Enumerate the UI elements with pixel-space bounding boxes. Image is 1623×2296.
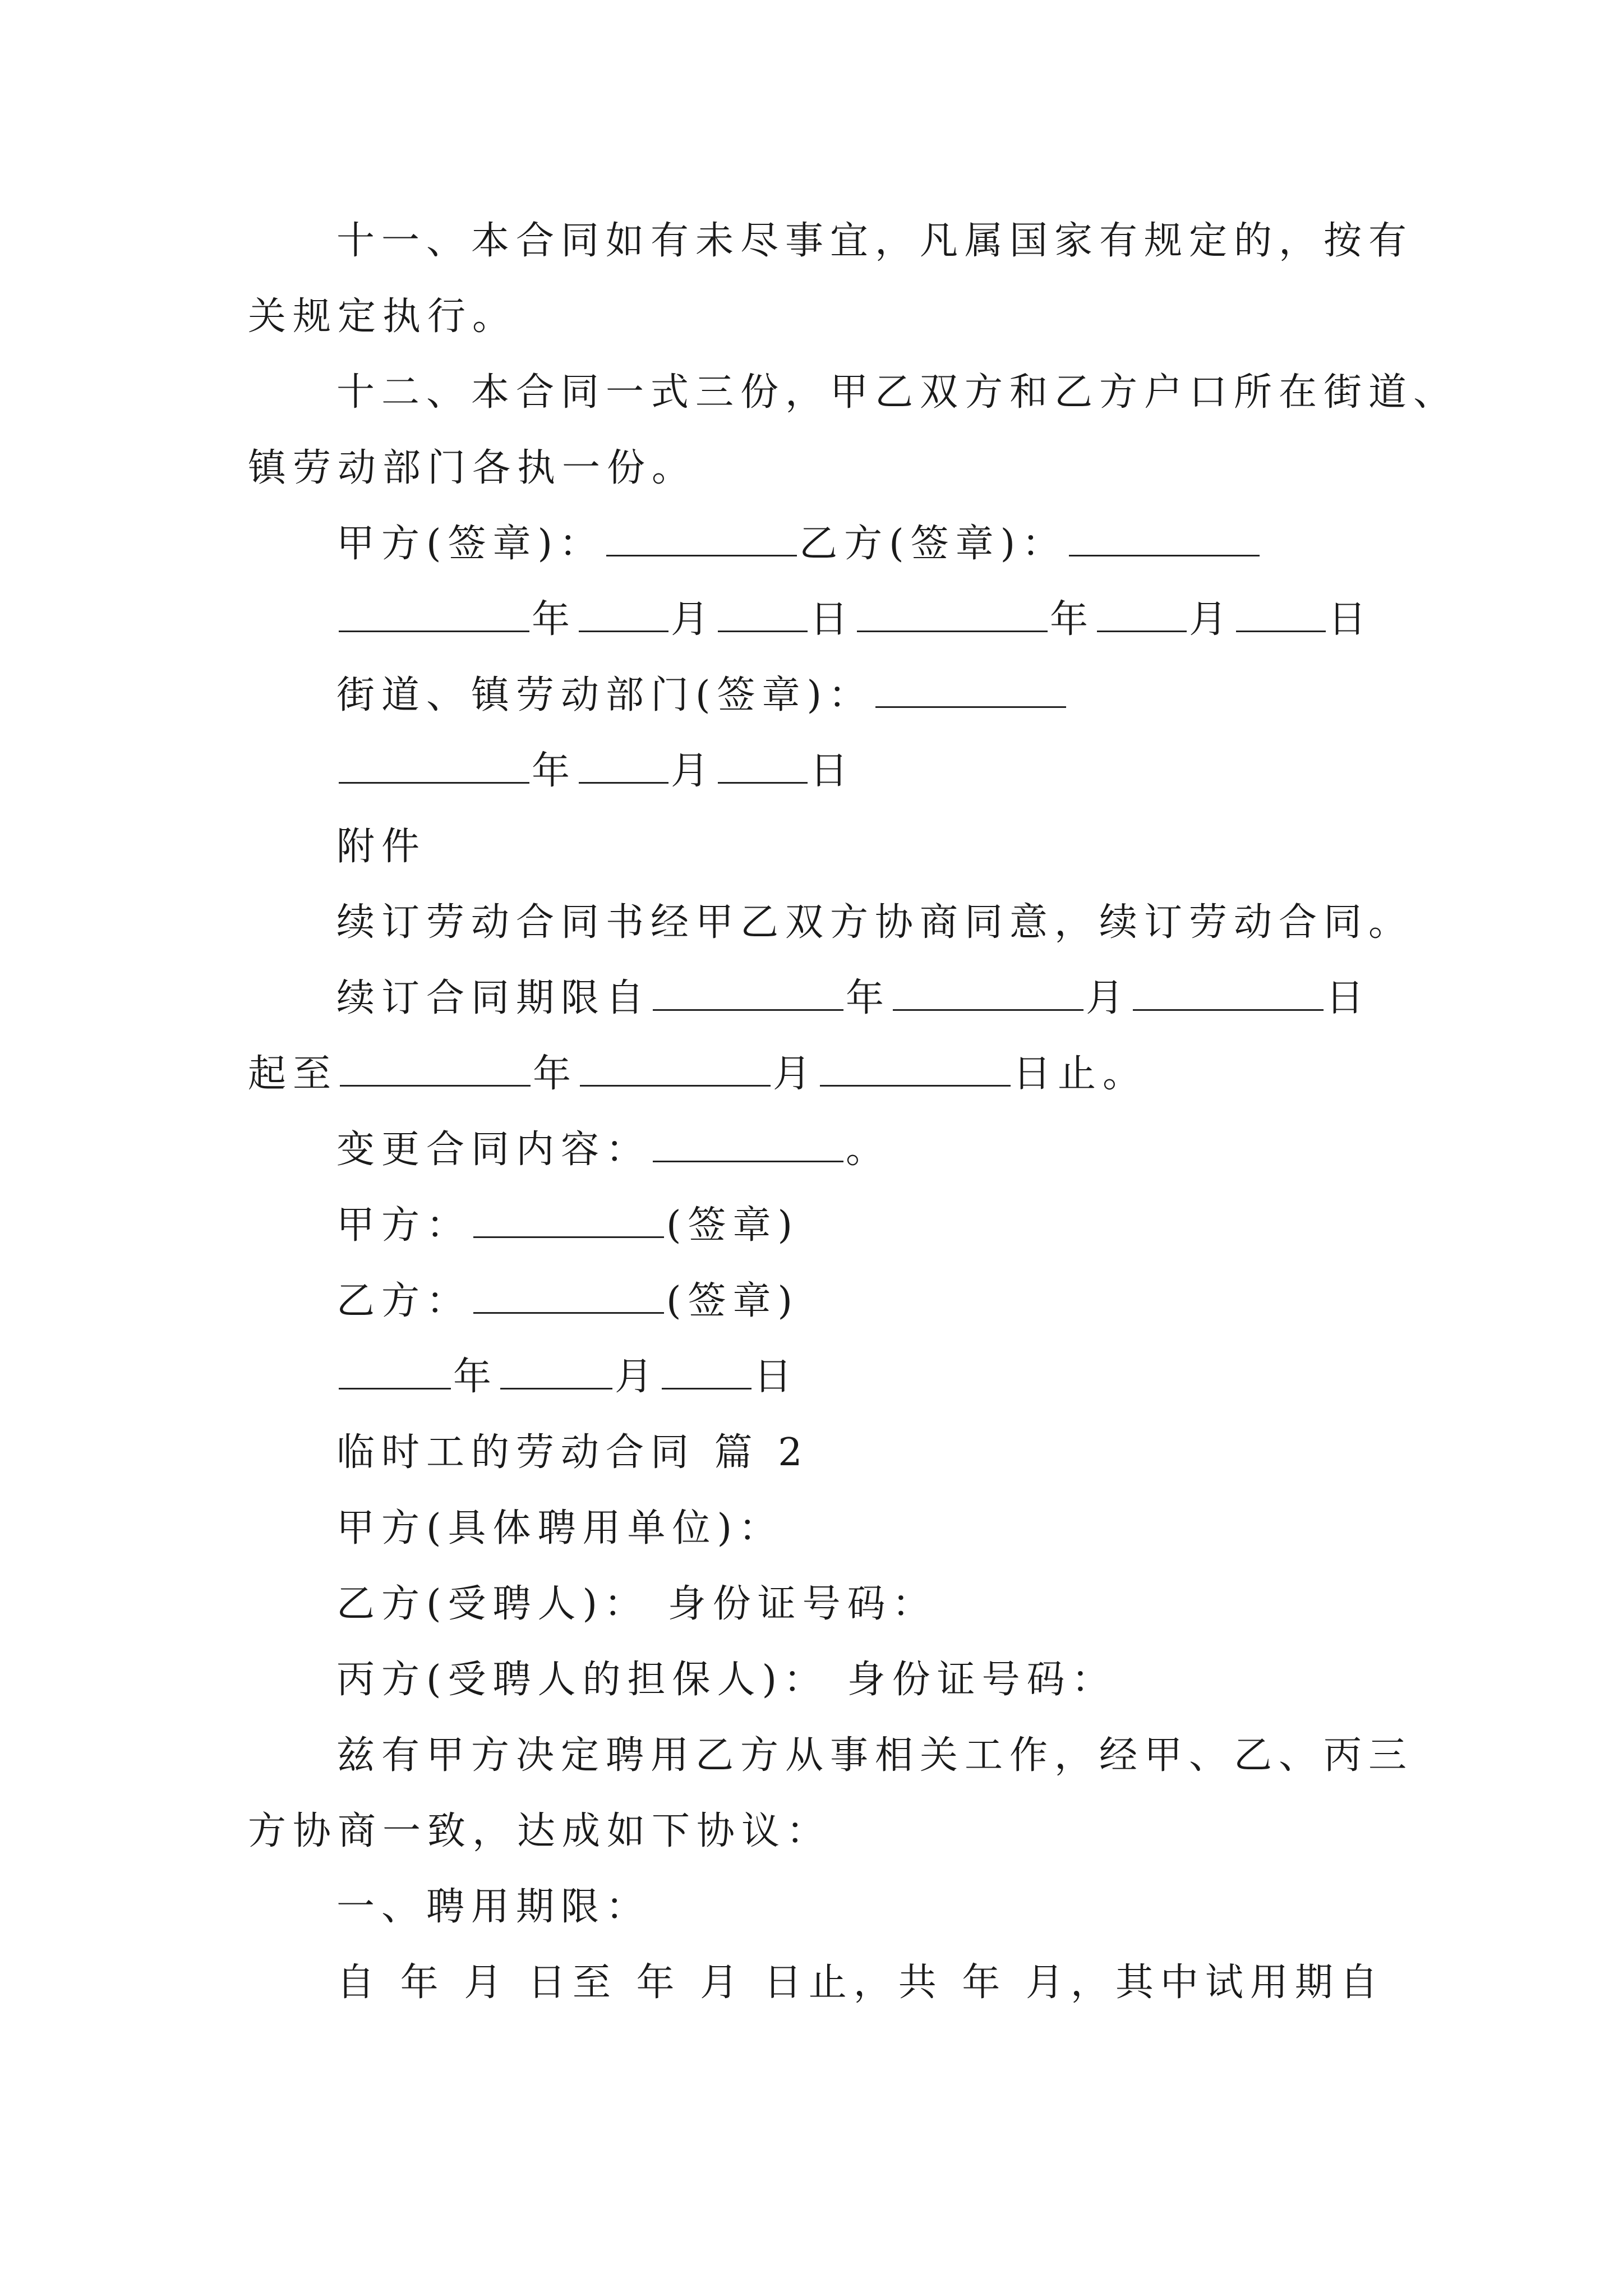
- party-a-sign-line: [336, 1198, 799, 1254]
- section-heading-part-2: 临时工的劳动合同 篇 2: [336, 1430, 809, 1475]
- clause-12-line-1: 十二、本合同一式三份，甲乙双方和乙方户口所在街道、: [336, 370, 1459, 415]
- date-blank: [718, 748, 808, 784]
- seal-label: (签章): [666, 1279, 800, 1323]
- until-label: 起至: [248, 1052, 338, 1096]
- date-blank: [820, 1051, 1011, 1087]
- year-label: 年: [532, 749, 577, 793]
- party-b-label: 乙方：: [336, 1279, 472, 1323]
- date-blank: [857, 597, 1048, 632]
- date-blank: [339, 597, 529, 632]
- renewal-intro: 续订劳动合同书经甲乙双方协商同意，续订劳动合同。: [336, 900, 1414, 945]
- change-content-label: 变更合同内容：: [336, 1128, 651, 1172]
- party-b-sign-line: [336, 1273, 799, 1329]
- date-blank: [1133, 976, 1324, 1011]
- month-label: 月: [773, 1052, 818, 1096]
- month-label: 月: [1189, 597, 1234, 642]
- date-blank: [718, 597, 808, 632]
- signature-date-line: [336, 592, 1373, 648]
- party-b-blank: [473, 1278, 664, 1314]
- clause-1-heading: 一、聘用期限：: [336, 1885, 651, 1929]
- date-blank: [579, 748, 668, 784]
- year-label: 年: [846, 976, 891, 1020]
- date-blank: [893, 976, 1083, 1011]
- change-contract-line: [336, 1122, 891, 1178]
- date-blank: [1097, 597, 1187, 632]
- date-blank: [580, 1051, 771, 1087]
- labor-dept-seal-line: [336, 668, 1068, 724]
- labor-dept-seal-label: 街道、镇劳动部门(签章)：: [336, 673, 874, 717]
- party-b-employee-line: 乙方(受聘人)： 身份证号码：: [336, 1582, 937, 1626]
- year-label: 年: [1050, 597, 1095, 642]
- date-blank: [1236, 597, 1326, 632]
- year-label: 年: [453, 1355, 499, 1399]
- date-blank: [579, 597, 668, 632]
- party-c-guarantor-line: 丙方(受聘人的担保人)： 身份证号码：: [336, 1658, 1117, 1702]
- day-label: 日: [754, 1355, 799, 1399]
- year-label: 年: [532, 597, 577, 642]
- day-label: 日: [810, 749, 855, 793]
- agreement-intro-line-1: 兹有甲方决定聘用乙方从事相关工作，经甲、乙、丙三: [336, 1733, 1414, 1778]
- party-b-seal-blank: [1069, 521, 1260, 556]
- period-mark: 。: [846, 1128, 891, 1172]
- date-blank: [340, 1051, 531, 1087]
- renewal-term-line-1: [336, 970, 1371, 1027]
- year-label: 年: [533, 1052, 578, 1096]
- party-a-seal-label: 甲方(签章)：: [336, 522, 605, 566]
- seal-label: (签章): [666, 1203, 800, 1248]
- date-blank: [500, 1354, 612, 1389]
- date-blank: [339, 748, 529, 784]
- clause-12-line-2: 镇劳动部门各执一份。: [248, 446, 697, 490]
- attachment-date-line: [336, 1349, 799, 1405]
- date-blank: [662, 1354, 751, 1389]
- party-a-blank: [473, 1203, 664, 1238]
- labor-dept-date-line: [336, 743, 855, 799]
- signature-party-line: [336, 516, 1262, 572]
- change-content-blank: [653, 1127, 843, 1162]
- date-blank: [653, 976, 843, 1011]
- party-a-employer-line: 甲方(具体聘用单位)：: [336, 1506, 784, 1550]
- clause-11-line-1: 十一、本合同如有未尽事宜，凡属国家有规定的，按有: [336, 219, 1414, 263]
- month-label: 月: [615, 1355, 660, 1399]
- renewal-term-line-2: [248, 1046, 1147, 1102]
- month-label: 月: [671, 749, 716, 793]
- party-a-label: 甲方：: [336, 1203, 472, 1248]
- party-a-seal-blank: [606, 521, 797, 556]
- clause-1-term-line: 自 年 月 日至 年 月 日止，共 年 月，其中试用期自: [336, 1961, 1385, 2005]
- labor-dept-seal-blank: [875, 673, 1066, 708]
- day-label: 日: [1328, 597, 1373, 642]
- month-label: 月: [1086, 976, 1131, 1020]
- attachment-heading: 附件: [336, 825, 427, 869]
- agreement-intro-line-2: 方协商一致，达成如下协议：: [248, 1809, 832, 1853]
- party-b-seal-label: 乙方(签章)：: [799, 522, 1067, 566]
- day-end-label: 日止。: [1013, 1052, 1148, 1096]
- renewal-term-label: 续订合同期限自: [336, 976, 651, 1020]
- day-label: 日: [810, 597, 855, 642]
- date-blank: [339, 1354, 451, 1389]
- clause-11-line-2: 关规定执行。: [248, 295, 518, 339]
- month-label: 月: [671, 597, 716, 642]
- day-label: 日: [1326, 976, 1371, 1020]
